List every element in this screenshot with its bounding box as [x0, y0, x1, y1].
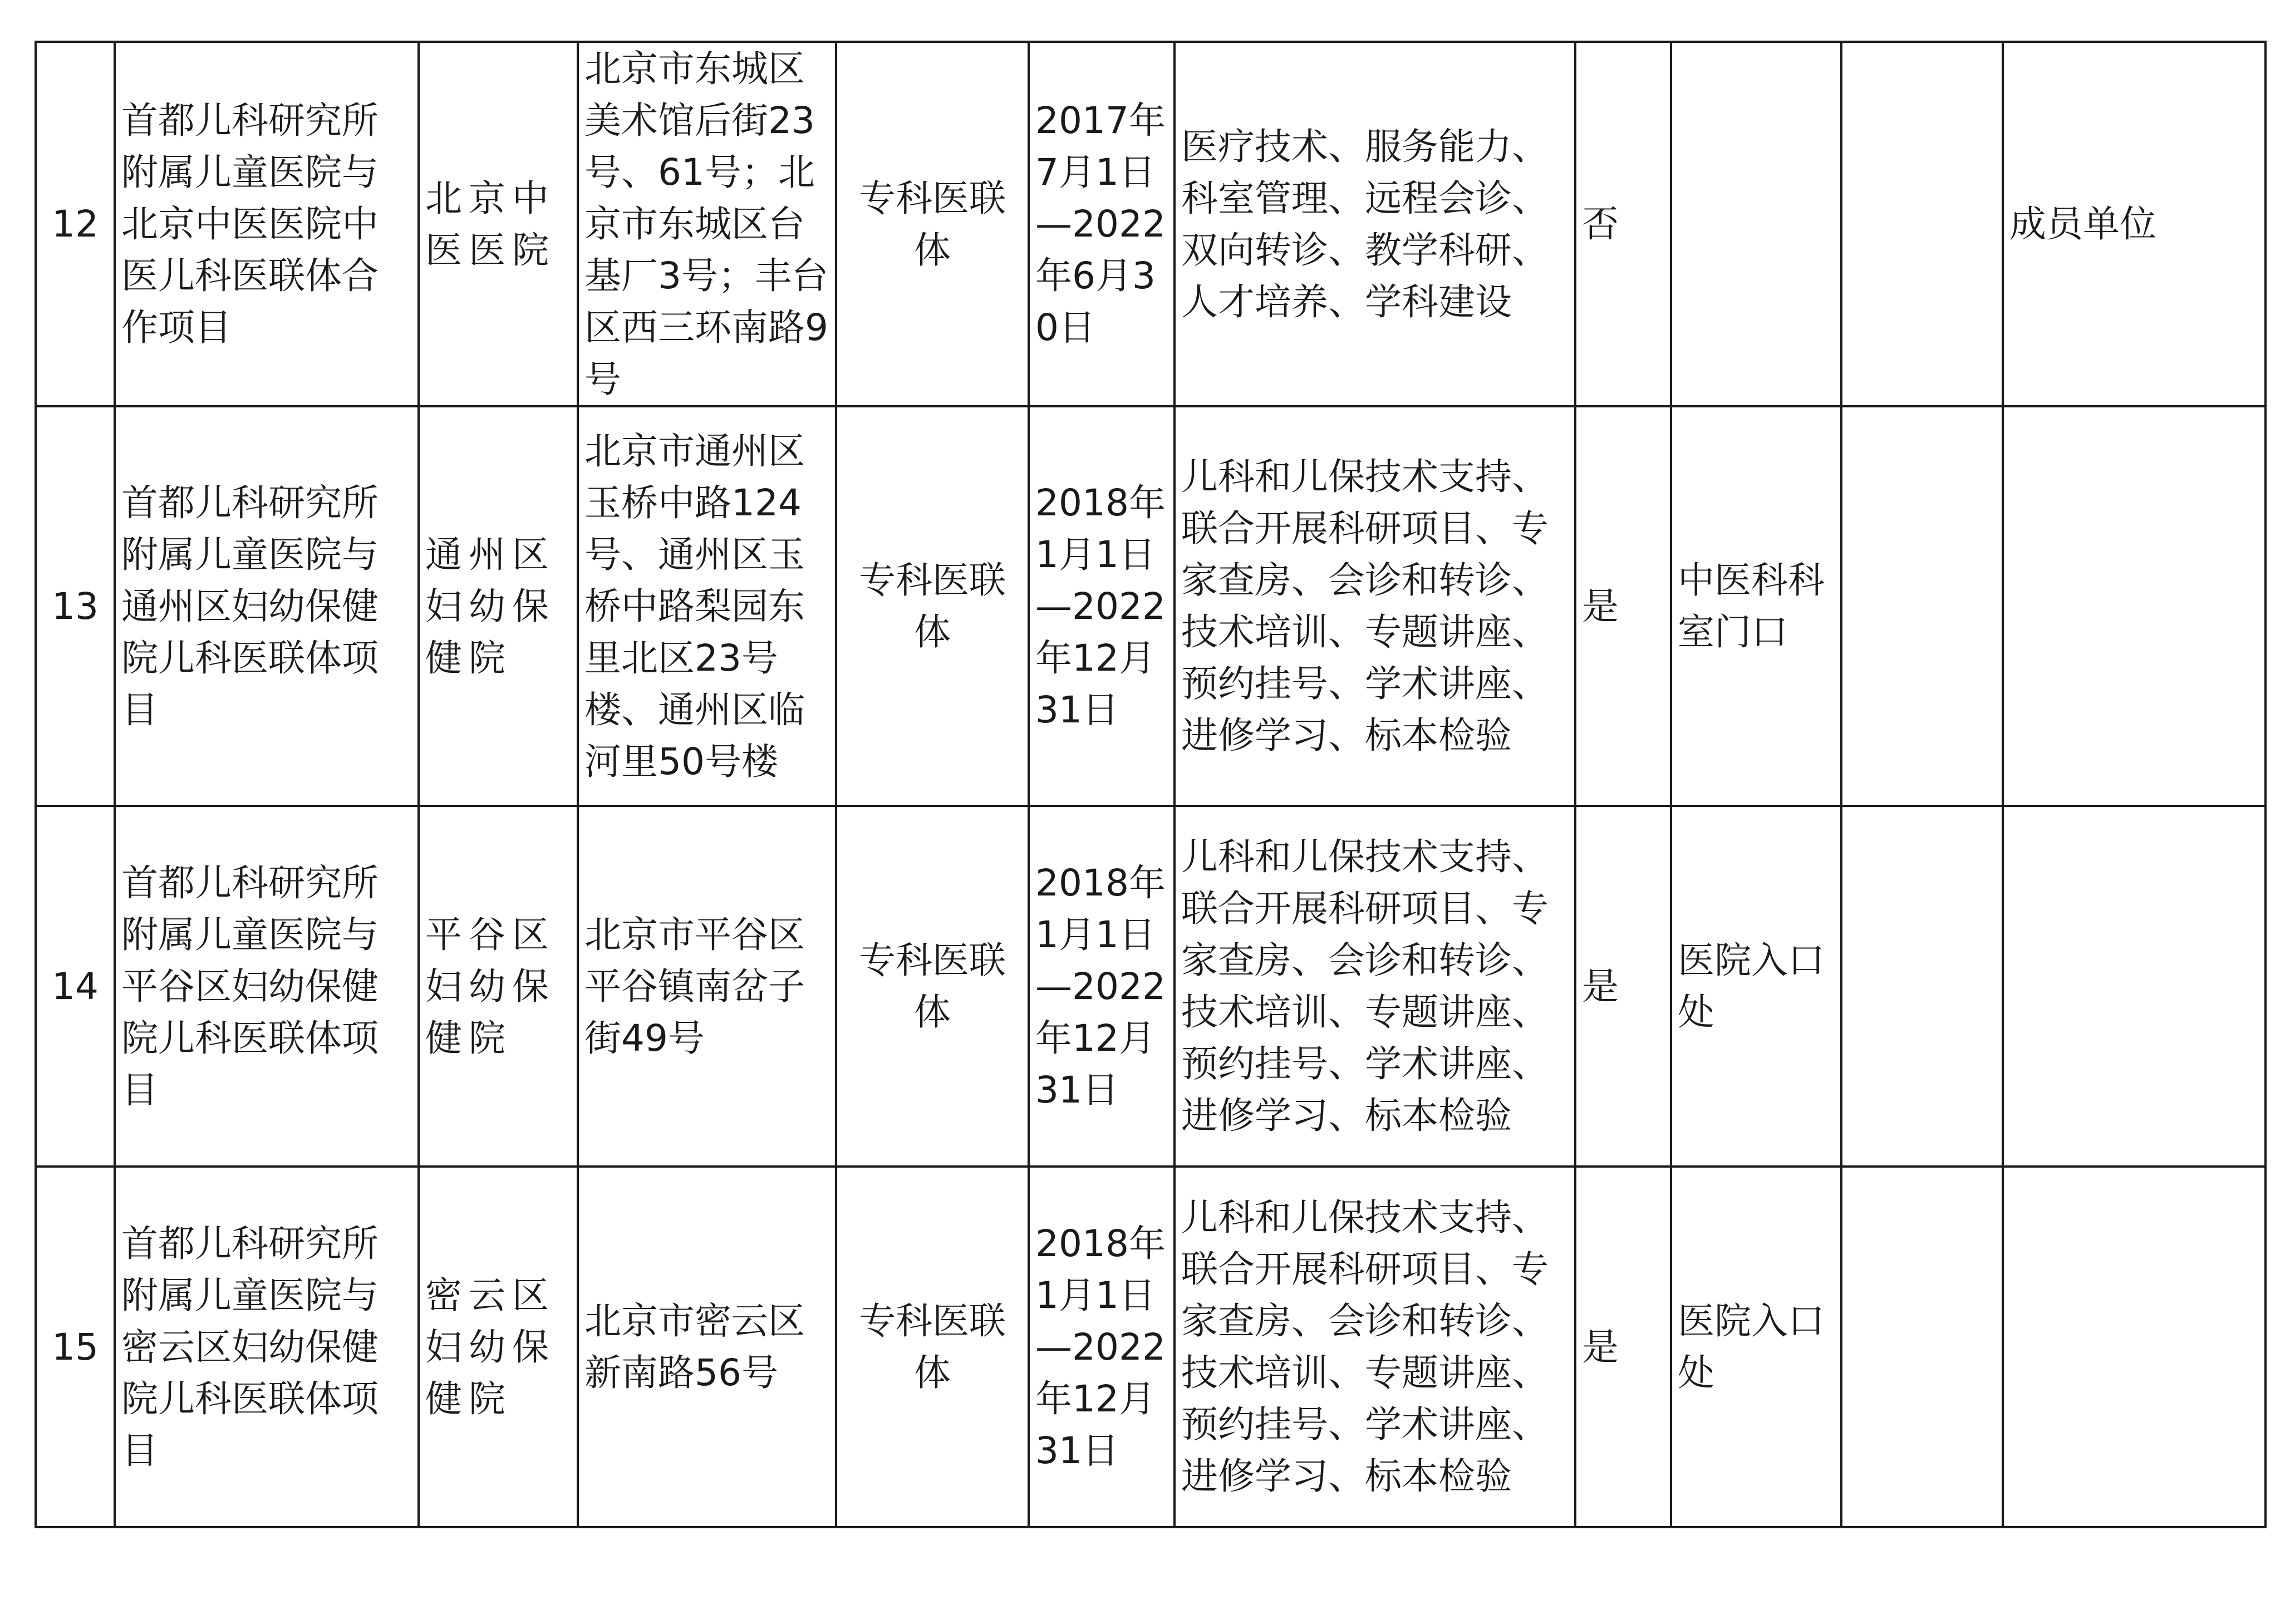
row-number: 14 — [36, 806, 115, 1167]
table-row — [36, 806, 2265, 1167]
project-name: 首都儿科研究所附属儿童医院与北京中医医院中医儿科医联体合作项目 — [115, 42, 419, 406]
cooperation-period: 2017年7月1日—2022年6月30日 — [1029, 42, 1174, 406]
flag: 是 — [1575, 806, 1671, 1167]
alliance-type: 专科医联体 — [836, 1167, 1029, 1527]
partner-hospital: 平谷区妇幼保健院 — [419, 806, 578, 1167]
address: 北京市通州区玉桥中路124号、通州区玉桥中路梨园东里北区23号楼、通州区临河里50号楼 — [578, 406, 836, 806]
table-row — [36, 1167, 2265, 1527]
location — [1671, 42, 1841, 406]
blank-cell — [1841, 406, 2003, 806]
blank-cell — [1841, 806, 2003, 1167]
flag: 否 — [1575, 42, 1671, 406]
location: 中医科科室门口 — [1671, 406, 1841, 806]
role — [2003, 406, 2265, 806]
cooperation-period: 2018年1月1日—2022年12月31日 — [1029, 1167, 1174, 1527]
cooperation-content: 医疗技术、服务能力、科室管理、远程会诊、双向转诊、教学科研、人才培养、学科建设 — [1174, 42, 1575, 406]
alliance-type: 专科医联体 — [836, 806, 1029, 1167]
table-row — [36, 42, 2265, 406]
medical-alliance-table — [35, 41, 2267, 1528]
partner-hospital: 北京中医医院 — [419, 42, 578, 406]
role — [2003, 806, 2265, 1167]
alliance-type: 专科医联体 — [836, 406, 1029, 806]
blank-cell — [1841, 42, 2003, 406]
blank-cell — [1841, 1167, 2003, 1527]
cooperation-content: 儿科和儿保技术支持、联合开展科研项目、专家查房、会诊和转诊、技术培训、专题讲座、预约挂号、学术讲座、进修学习、标本检验 — [1174, 406, 1575, 806]
project-name: 首都儿科研究所附属儿童医院与通州区妇幼保健院儿科医联体项目 — [115, 406, 419, 806]
project-name: 首都儿科研究所附属儿童医院与密云区妇幼保健院儿科医联体项目 — [115, 1167, 419, 1527]
alliance-type: 专科医联体 — [836, 42, 1029, 406]
partner-hospital: 密云区妇幼保健院 — [419, 1167, 578, 1527]
partner-hospital: 通州区妇幼保健院 — [419, 406, 578, 806]
role: 成员单位 — [2003, 42, 2265, 406]
location: 医院入口处 — [1671, 806, 1841, 1167]
table-row — [36, 406, 2265, 806]
cooperation-content: 儿科和儿保技术支持、联合开展科研项目、专家查房、会诊和转诊、技术培训、专题讲座、预约挂号、学术讲座、进修学习、标本检验 — [1174, 806, 1575, 1167]
row-number: 13 — [36, 406, 115, 806]
location: 医院入口处 — [1671, 1167, 1841, 1527]
cooperation-period: 2018年1月1日—2022年12月31日 — [1029, 806, 1174, 1167]
flag: 是 — [1575, 406, 1671, 806]
address: 北京市密云区新南路56号 — [578, 1167, 836, 1527]
address: 北京市东城区美术馆后街23号、61号；北京市东城区台基厂3号；丰台区西三环南路9号 — [578, 42, 836, 406]
flag: 是 — [1575, 1167, 1671, 1527]
cooperation-content: 儿科和儿保技术支持、联合开展科研项目、专家查房、会诊和转诊、技术培训、专题讲座、预约挂号、学术讲座、进修学习、标本检验 — [1174, 1167, 1575, 1527]
row-number: 15 — [36, 1167, 115, 1527]
role — [2003, 1167, 2265, 1527]
cooperation-period: 2018年1月1日—2022年12月31日 — [1029, 406, 1174, 806]
row-number: 12 — [36, 42, 115, 406]
address: 北京市平谷区平谷镇南岔子街49号 — [578, 806, 836, 1167]
project-name: 首都儿科研究所附属儿童医院与平谷区妇幼保健院儿科医联体项目 — [115, 806, 419, 1167]
